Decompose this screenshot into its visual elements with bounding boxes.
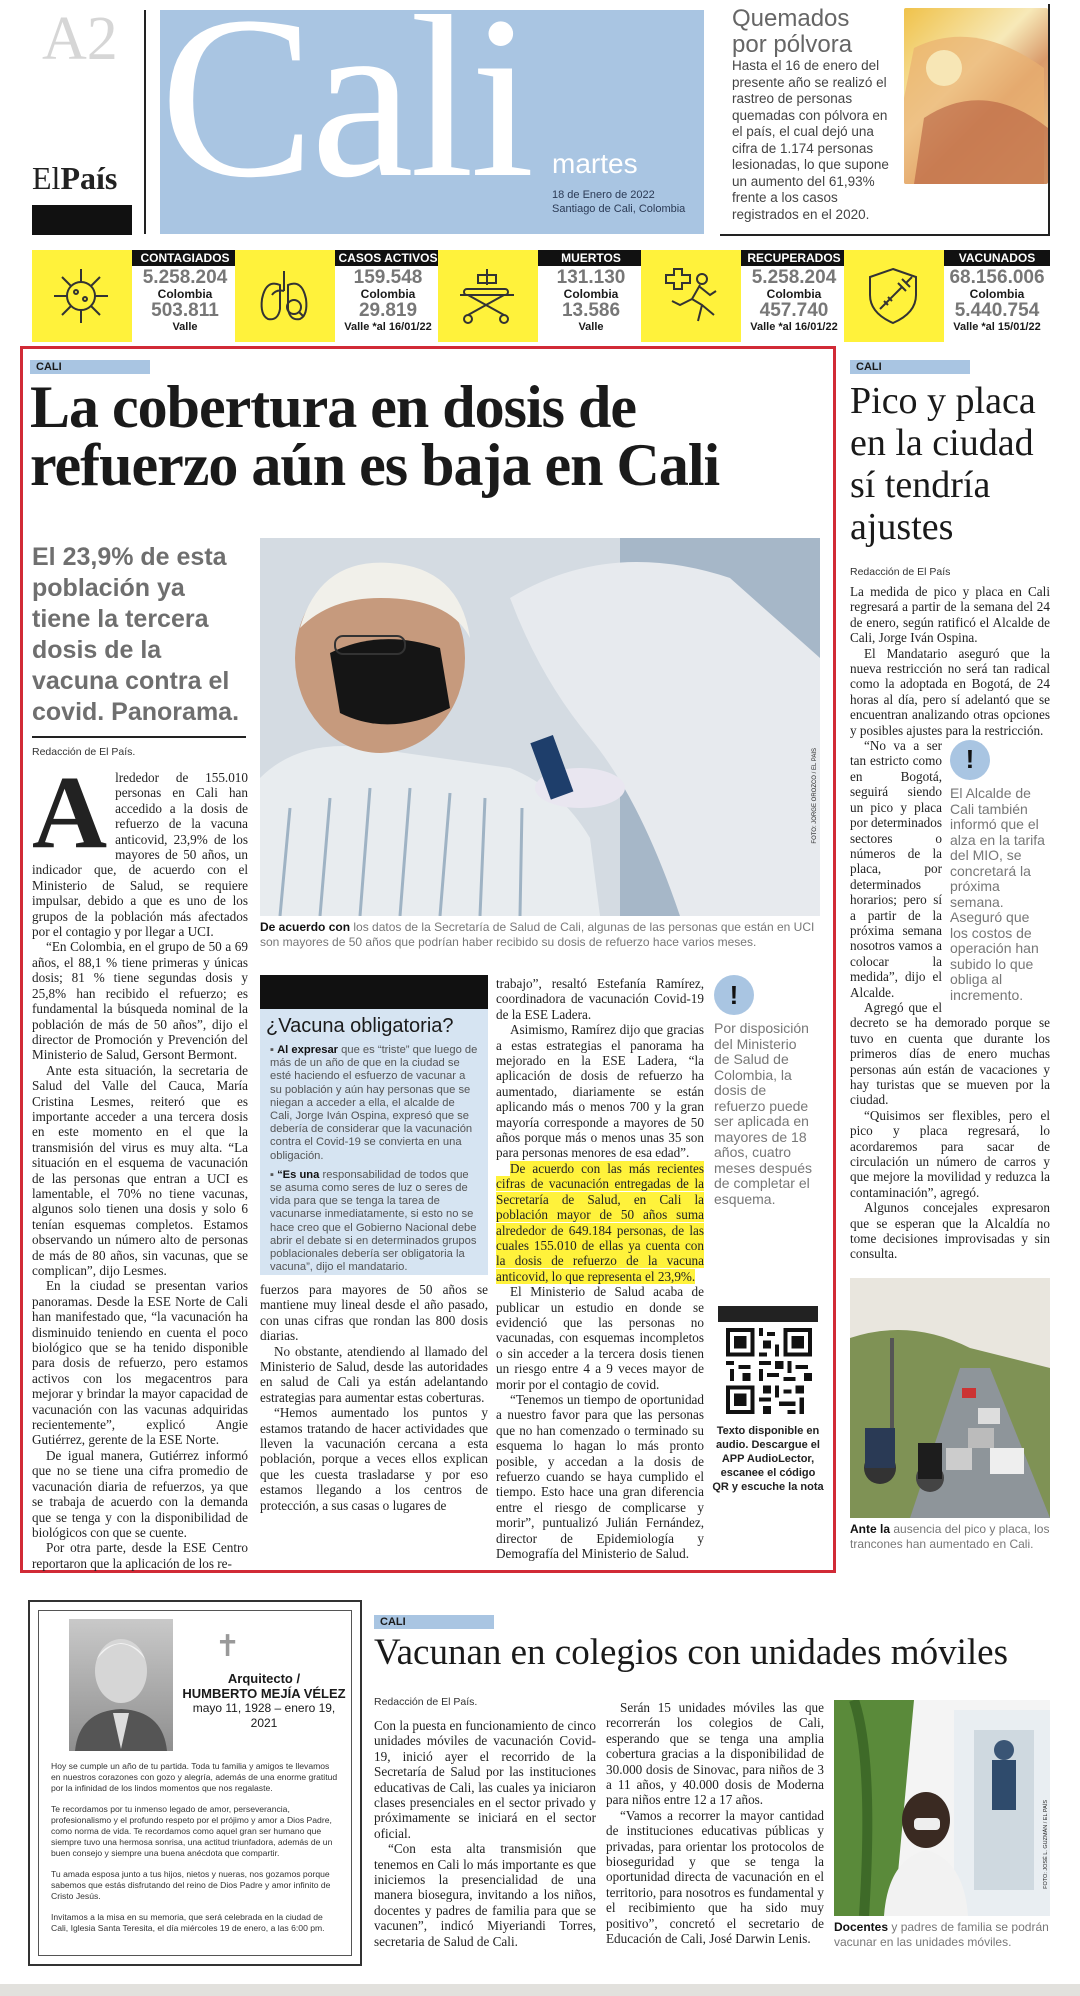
stat-national: 159.548 bbox=[353, 267, 423, 288]
qr-bar bbox=[718, 1306, 818, 1322]
portrait-photo bbox=[69, 1619, 173, 1751]
dateline bbox=[552, 188, 685, 216]
main-headline[interactable]: La cobertura en dosis de refuerzo aún es baja en Cali bbox=[30, 374, 720, 498]
obituary-paragraph: Tu amada esposa junto a tus hijos, nietos y nueras, nos gozamos porque sabemos que estás disfrutando del reino de Dios Padre y amor infinito de Cristo Jesús. bbox=[51, 1869, 331, 1901]
obituary-inner-frame bbox=[38, 1610, 352, 1956]
right-byline: Redacción de El País bbox=[850, 566, 951, 578]
box-item-text: que es “triste” que luego de más de un año de que en la ciudad se esté haciendo el esfuerzo de vacunar a su población y aún hay personas que se niegan a acceder a ella, el alcalde de Cali, Jorge Iván Ospina, expresó que se debería de considerar que la vacunación contra el Covid-19 se convierta en una obligación. bbox=[270, 1044, 478, 1162]
page-bottom-edge bbox=[0, 1984, 1080, 1996]
qr-text: Texto disponible en audio. Descargue el APP bbox=[716, 1425, 820, 1465]
school-photo-caption bbox=[834, 1920, 1050, 1950]
stat-valle: 5.440.754 bbox=[954, 300, 1040, 321]
main-paragraph: Ante esta situación, la secretaria de Salud del Valle del Cauca, María Cristina Lesmes, reiteró que es importante acceder a una tercera dosis en este momento en el que la transmisión del virus es muy alta. “La situación en el esquema de vacunación de las personas que entran a UCI es lamentable, el 70% no tiene vacunas, algunos solo tienen una dosis y solo 6 tenían esquemas completos. Estamos observando un número alto de personas de más de 80 años, sin vacunas, que se complican”, dijo Lesmes. bbox=[32, 1062, 248, 1278]
section-title: Cali bbox=[160, 10, 531, 226]
right-section-tag-label: CALI bbox=[850, 360, 970, 374]
main-paragraph: “En Colombia, en el grupo de 50 a 69 años, el 88,1 % tiene primeras y únicas dosis; 81 % tiene segundas dosis y 25,8% han recibido el refuerzo; es fundamental la búsqueda nominal de la población de más de 50 años”, dijo el director de Promoción y Prevención del Ministerio de Salud, Gersont Bermont. bbox=[32, 939, 248, 1063]
right-headline[interactable]: Pico y placa en la ciudad sí tendría ajustes bbox=[850, 380, 1036, 548]
stat-valle-label: Valle *al 15/01/22 bbox=[953, 321, 1041, 333]
photo-credit: FOTO: JORGE OROZCO / EL PAÍS bbox=[812, 748, 818, 844]
stat-national-label: Colombia bbox=[766, 287, 822, 301]
main-paragraph: No obstante, atendiendo al llamado del Ministerio de Salud, desde las autoridades en salud de Cali ya están adelantando estrategias para aumentar estas coberturas. bbox=[260, 1343, 488, 1405]
highlighted-paragraph: De acuerdo con las más recientes cifras de vacunación entregadas de la Secretaría de Salud, en Cali la población mayor de 50 años suma alrededor de 649.184 personas, de las cuales 155.010 de ellas ya cuenta con la dosis de refuerzo de la vacuna anticovid, lo que representa el 23,9%. bbox=[496, 1160, 704, 1284]
stat-valle: 503.811 bbox=[151, 300, 219, 321]
section-tag bbox=[30, 357, 150, 375]
obituary-notice bbox=[28, 1600, 362, 1966]
stat-national: 5.258.204 bbox=[751, 267, 837, 288]
bottom-paragraph: Con la puesta en funcionamiento de cinco unidades móviles de vacunación Covid-19, inició ayer el recorrido de la Secretaría de Salud por las instituciones educativas de Cali, las cuales ya iniciaron clases presenciales en el sector privado y próximamente se iniciará en el sector oficial. bbox=[374, 1718, 596, 1841]
bottom-section-tag bbox=[374, 1612, 494, 1630]
qr-instructions bbox=[712, 1424, 824, 1494]
header-divider bbox=[144, 10, 146, 234]
traffic-photo[interactable] bbox=[850, 1278, 1050, 1518]
obituary-name: HUMBERTO MEJÍA VÉLEZ bbox=[182, 1686, 346, 1701]
box-item-text: responsabilidad de todos que se asuma como seres de luz o seres de vida para que se tenga la tarea de vacunarse inmediatamente, si esto no se hace creo que el Gobierno Nacional debe abrir el debate si en determinados grupos poblacionales debería ser obligatoria la vacuna”, dijo el mandatario. bbox=[270, 1168, 477, 1274]
qr-app-name: AudioLector bbox=[746, 1453, 812, 1465]
stat-valle-label: Valle *al 16/01/22 bbox=[344, 321, 432, 333]
stat-valle-label: Valle *al 16/01/22 bbox=[750, 321, 838, 333]
brand-bar bbox=[32, 205, 132, 235]
right-paragraph: Algunos concejales expresaron que se esperan que la Alcaldía no tome decisiones improvisadas y sin consulta. bbox=[850, 1200, 1050, 1262]
main-deck: El 23,9% de esta población ya tiene la tercera dosis de la vacuna contra el covid. Panorama. bbox=[32, 543, 240, 726]
right-callout-text: El Alcalde de Cali también informó que el alza en la tarifa del MIO, se concretará la próxima semana. Aseguró que los costos de operación han subido lo que obliga al incremento. bbox=[950, 785, 1045, 1003]
caption-bold: Docentes bbox=[834, 1920, 889, 1934]
obituary-paragraph: Invitamos a la misa en su memoria, que será celebrada en la ciudad de Cali, Iglesia Santa Teresita, el día miércoles 19 de enero, a las 6:00 pm. bbox=[51, 1912, 325, 1933]
brand-logo bbox=[32, 160, 117, 197]
box-item-bold: “Es una bbox=[277, 1168, 320, 1181]
bottom-section-tag-label: CALI bbox=[374, 1615, 494, 1629]
teaser-title-line2: por pólvora bbox=[732, 31, 853, 58]
stat-national-label: Colombia bbox=[360, 287, 416, 301]
qr-code-icon[interactable] bbox=[726, 1328, 812, 1414]
stat-box bbox=[335, 250, 441, 342]
brand-prefix: El bbox=[32, 160, 61, 196]
stat-label: MUERTOS bbox=[538, 250, 644, 266]
main-paragraph: fuerzos para mayores de 50 años se mantiene muy lineal desde el año pasado, con unas cifras que rondan las 800 dosis diarias. bbox=[260, 1282, 488, 1344]
stat-valle: 29.819 bbox=[358, 300, 418, 321]
callout-text: Por disposición del Ministerio de Salud de Colombia, la dosis de refuerzo puede ser aplicada en mayores de 18 años, cuatro meses después de completar el esquema. bbox=[714, 1020, 813, 1207]
main-paragraph: Asimismo, Ramírez dijo que gracias a estas estrategias el panorama ha mejorado en la ESE Ladera, “la aplicación de dosis de refuerzo ha aumentado, diariamente se están aplicando más o menos 700 y la gran mayoría corresponde a mayores de 50 años porque más o menos unas 35 son para personas menores de esa edad”. bbox=[496, 1022, 704, 1161]
stat-national: 5.258.204 bbox=[142, 267, 228, 288]
box-item-bold: Al expresar bbox=[277, 1044, 339, 1056]
right-paragraph: El Mandatario aseguró que la nueva restricción no será tan radical como la adoptada en Bogotá, de 24 horas al día, pero sí adelantó que se encuentran analizando otras opciones y posibles ajustes para la restricción. bbox=[850, 645, 1050, 738]
main-paragraph: El Ministerio de Salud acaba de publicar un estudio en donde se evidenció que las personas no vacunadas, con esquemas incompletos o sin acceder a la tercera dosis tienen un riesgo entre 4 a 9 veces mayor de morir por el contagio de covid. bbox=[496, 1284, 704, 1392]
stat-muertos bbox=[438, 250, 644, 342]
main-paragraph: “Hemos aumentado los puntos y estamos tratando de hacer actividades que lleven la vacunación cercana a esta población, porque a veces ellos explican que les cuesta trasladarse y por eso estamos llegando a los centros de protección, a sus casas o lugares de bbox=[260, 1405, 488, 1513]
box-title: ¿Vacuna obligatoria? bbox=[266, 1015, 454, 1037]
right-paragraph: “No va a ser tan estricto como en Bogotá, seguirá siendo un pico y placa por determinados sectores o números de la placa, por determinados horarios; pero sí a partir de la próxima semana nosotros vamos a colocar la medida”, dijo el Alcalde. bbox=[850, 738, 942, 1000]
main-photo[interactable] bbox=[260, 538, 820, 916]
covid-stats-strip bbox=[32, 250, 1050, 342]
stat-box bbox=[741, 250, 847, 342]
bottom-byline: Redacción de El País. bbox=[374, 1696, 478, 1708]
stat-label: CONTAGIADOS bbox=[132, 250, 238, 266]
box-item: ▪ Al expresar que es “triste” que luego de más de un año de que en la ciudad se esté haciendo el esfuerzo de vacunar a su población y aún hay personas que se niegan a acceder a ella, el alcalde de Cali, Jorge Iván Ospina, expresó que se debería de considerar que la vacunación contra el Covid-19 se convierta en una obligación. bbox=[270, 1044, 478, 1162]
stat-vacunados bbox=[844, 250, 1050, 342]
virus-icon bbox=[32, 250, 130, 342]
bottom-headline[interactable]: Vacunan en colegios con unidades móviles bbox=[374, 1632, 1008, 1673]
main-paragraph: trabajo”, resaltó Estefanía Ramírez, coordinadora de vacunación Covid-19 de la ESE Ladera. bbox=[496, 976, 704, 1022]
teaser-title-line1: Quemados bbox=[732, 5, 850, 32]
caption-text: los datos de la Secretaría de Salud de Cali, algunas de las personas que están en UCI son mayores de 50 años que podrían haber recibido su dosis de refuerzo hace varios meses. bbox=[260, 920, 815, 949]
stat-valle-label: Valle bbox=[578, 321, 604, 333]
stat-box bbox=[538, 250, 644, 342]
cross-icon: ✝ bbox=[215, 1630, 241, 1663]
masthead bbox=[160, 10, 704, 234]
caption-text: ausencia del pico y placa, los trancones han aumentado en Cali. bbox=[850, 1522, 1050, 1551]
caption-text: y padres de familia se podrán vacunar en las unidades móviles. bbox=[834, 1920, 1049, 1949]
bottom-paragraph: “Vamos a recorrer la mayor cantidad de instituciones educativas públicas y privadas, para orientar los protocolos de bioseguridad y que se tenga la oportunidad directa de vacunación en el territorio, para nosotros es fundamental y el recibimiento que ha sido muy positivo”, concretó el secretario de Educación de Cali, José Darwin Lenis. bbox=[606, 1807, 824, 1947]
caption-bold: Ante la bbox=[850, 1522, 891, 1536]
stat-valle: 457.740 bbox=[759, 300, 829, 321]
stat-national: 131.130 bbox=[556, 267, 626, 288]
teaser-box[interactable] bbox=[720, 4, 1050, 236]
main-byline: Redacción de El País. bbox=[32, 746, 136, 758]
obituary-paragraph: Hoy se cumple un año de tu partida. Toda tu familia y amigos te llevamos en nuestros corazones con gozo y alegría, además de una enorme gratitud por la infinidad de los lindos momentos que nos regalaste. bbox=[51, 1761, 338, 1793]
exclamation-icon: ! bbox=[714, 975, 754, 1015]
obituary-header bbox=[179, 1671, 349, 1731]
main-paragraph: lrededor de 155.010 personas en Cali han accedido a la dosis de refuerzo de la vacuna anticovid, 23,9% de los mayores de 50 años, un indicador que, de acuerdo con el Ministerio de Salud, se requiere impulsar, debido a que es uno de los grupos de la población más afectados por el contagio y por llegar a UCI. bbox=[32, 770, 248, 940]
stat-label: RECUPERADOS bbox=[741, 250, 847, 266]
traffic-caption bbox=[850, 1522, 1054, 1552]
vacuna-obligatoria-box bbox=[260, 975, 488, 1275]
bottom-column-1 bbox=[374, 1718, 596, 1949]
stat-national-label: Colombia bbox=[563, 287, 619, 301]
stat-valle: 13.586 bbox=[561, 300, 621, 321]
obituary-text bbox=[51, 1761, 341, 1934]
main-column-2 bbox=[260, 1282, 488, 1513]
deck-rule bbox=[32, 736, 246, 738]
photo-credit: FOTO: JOSÉ L. GUZMÁN / EL PAÍS bbox=[1043, 1800, 1049, 1889]
main-paragraph: Por otra parte, desde la ESE Centro reportaron que la aplicación de los re- bbox=[32, 1540, 248, 1571]
bottom-paragraph: Serán 15 unidades móviles las que recorrerán los colegios de Cali, esperando que se tenga una amplia cobertura gracias a la disponibilidad de 30.000 dosis de Sinovac, para niños de 3 a 11 años, y 40.000 dosis de Moderna para niños entre 12 a 17 años. bbox=[606, 1700, 824, 1808]
drop-cap: A bbox=[32, 755, 108, 870]
stat-box bbox=[944, 250, 1050, 342]
teaser-title bbox=[732, 6, 852, 58]
main-photo-caption bbox=[260, 920, 820, 950]
main-column-3 bbox=[496, 976, 704, 1561]
stat-national: 68.156.006 bbox=[949, 267, 1045, 288]
weekday: martes bbox=[552, 148, 638, 179]
main-paragraph: En la ciudad se presentan varios panoramas. Desde la ESE Norte de Cali han manifestado que, “la vacunación ha disminuido teniendo en cuenta el poco biológico que se ha tenido disponible para dosis de refuerzo, pero estamos activos con los megacentros para mejorar y brindar la mayor capacidad de vacunación con las vacunas adquiridas recientemente”, explicó Angie Gutiérrez, gerente de la ESE Norte. bbox=[32, 1278, 248, 1448]
stat-contagiados bbox=[32, 250, 238, 342]
page-number: A2 bbox=[42, 5, 118, 73]
shield-syringe-icon bbox=[844, 250, 942, 342]
main-column-1 bbox=[32, 755, 248, 1571]
stat-casos-activos bbox=[235, 250, 441, 342]
stat-national-label: Colombia bbox=[157, 287, 213, 301]
right-callout bbox=[950, 740, 1050, 1003]
main-callout bbox=[714, 975, 814, 1207]
exclamation-icon: ! bbox=[950, 740, 990, 780]
obituary-dates: mayo 11, 1928 – enero 19, 2021 bbox=[192, 1701, 336, 1730]
bottom-column-2 bbox=[606, 1700, 824, 1947]
brand-suffix: País bbox=[60, 160, 118, 196]
stat-label: CASOS ACTIVOS bbox=[335, 250, 441, 266]
stat-valle-label: Valle bbox=[172, 321, 198, 333]
bottom-paragraph: “Con esta alta transmisión que tenemos en Cali lo más importante es que iniciemos la presencialidad de una manera biosegura, invitando a los niños, docentes y padres de familia para que se vacunen”, indicó Miyeriandi Torres, secretaria de Salud de Cali. bbox=[374, 1841, 596, 1949]
stat-national-label: Colombia bbox=[969, 287, 1025, 301]
stat-recuperados bbox=[641, 250, 847, 342]
obituary-paragraph: Te recordamos por tu inmenso legado de amor, perseverancia, profesionalismo y el profundo respeto por el prójimo y amor a Dios Padre, como norma de vida. Te recordamos como aquel gran ser humano que siempre tuvo una hermosa sonrisa, una actitud triunfadora, además de un buen consejo y siempre una buena anécdota que compartir. bbox=[51, 1804, 333, 1858]
main-paragraph: “Tenemos un tiempo de oportunidad a nuestro favor para que las personas que no han comenzado o terminado su esquema lo hagan lo más pronto posible, y accedan a la dosis de refuerzo cuando se haya cumplido el tiempo. Esto hace una gran diferencia entre el riesgo de complicarse y morir”, puntualizó Julián Fernández, director de Epidemiología y Demografía del Ministerio de Salud. bbox=[496, 1391, 704, 1562]
teaser-photo bbox=[904, 8, 1048, 184]
right-paragraph: “Quisimos ser flexibles, pero el pico y placa regresará, lo acordaremos para sacar de circulación un número de carros y que mejore la movilidad y reduzca la contaminación”, agregó. bbox=[850, 1107, 1050, 1200]
box-item: ▪ “Es una responsabilidad de todos que se asuma como seres de luz o seres de vida para que se tenga la tarea de vacunarse inmediatamente, si esto no se hace creo que el Gobierno Nacional debe abrir el debate si en determinados grupos poblacionales debería ser obligatoria la vacuna”, dijo el mandatario. bbox=[270, 1168, 477, 1274]
right-section-tag bbox=[850, 357, 970, 375]
stat-label: VACUNADOS bbox=[944, 250, 1050, 266]
lungs-icon bbox=[235, 250, 333, 342]
right-body bbox=[850, 584, 1050, 1262]
date: 18 de Enero de 2022 bbox=[552, 189, 655, 201]
school-vaccination-photo[interactable] bbox=[834, 1700, 1050, 1916]
qr-text: , escanee el código QR y escuche la nota bbox=[712, 1453, 824, 1493]
main-paragraph: De igual manera, Gutiérrez informó que no se tiene una cifra promedio de vacunación diaria de refuerzos, ya que se trabaja de acuerdo con la demanda que se tenga y con la disponibilidad de biológicos con que se cuente. bbox=[32, 1447, 248, 1540]
obituary-role: Arquitecto / bbox=[227, 1671, 301, 1686]
teaser-text: Hasta el 16 de enero del presente año se realizó el rastreo de personas quemadas con pólvora en el país, el cual dejó una cifra de 1.174 personas lesionadas, lo que supone un aumento del 61,93% frente a los casos registrados en el 2020. bbox=[732, 58, 889, 222]
stat-box bbox=[132, 250, 238, 342]
stretcher-icon bbox=[438, 250, 536, 342]
box-bar bbox=[260, 975, 488, 1009]
place: Santiago de Cali, Colombia bbox=[552, 203, 686, 215]
right-paragraph: La medida de pico y placa en Cali regresará a partir de la semana del 24 de enero, según ratificó el Alcalde de Cali, Jorge Iván Ospina. bbox=[850, 584, 1050, 646]
caption-bold: De acuerdo con bbox=[260, 920, 351, 934]
section-tag-label: CALI bbox=[30, 360, 150, 374]
right-paragraph: Agregó que el decreto se ha demorado porque se tuvo en cuenta que durante los primeros días de enero muchas personas aún están de vacaciones y hay turistas que se mueven por la ciudad. bbox=[850, 999, 1050, 1108]
runner-cross-icon bbox=[641, 250, 739, 342]
